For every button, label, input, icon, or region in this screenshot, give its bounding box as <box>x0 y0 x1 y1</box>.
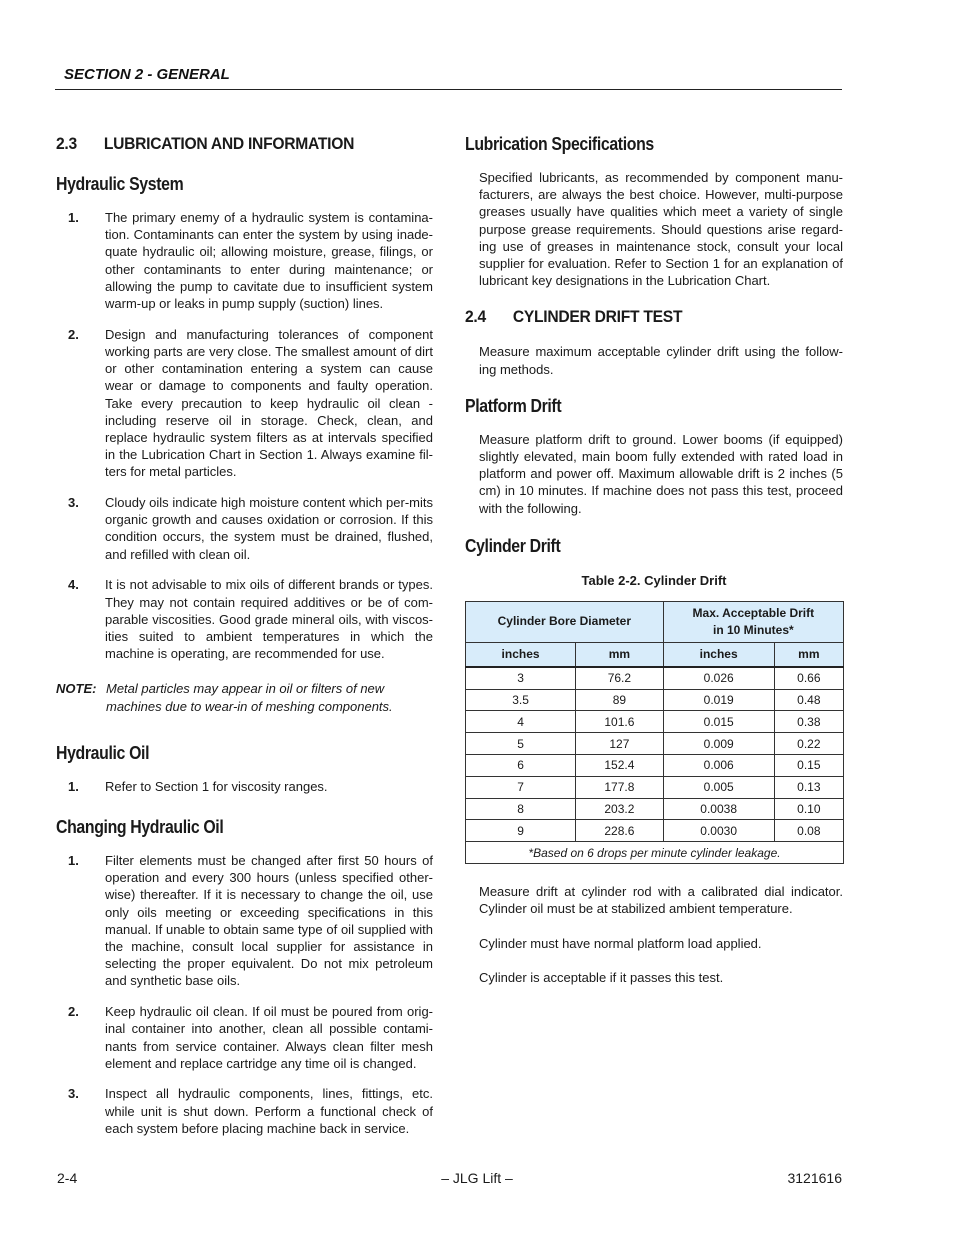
item-text: Refer to Section 1 for viscosity ranges. <box>105 778 328 794</box>
item-text: The primary enemy of a hydraulic system is contamina-tion. Contaminants can enter the system by using inade-quate hydraulic oil; allowing moisture, grease, filings, or other contaminants to enter during maintenance; or allowing the pump to cavitate due to insufficient system warm-up or leaks in pump supply (suction) lines. <box>105 210 433 312</box>
table-row <box>466 733 844 755</box>
hydraulic-oil-list <box>56 778 433 795</box>
table-row <box>466 798 844 820</box>
table-cell: 0.009 <box>663 733 774 755</box>
table-cell: 8 <box>466 798 576 820</box>
table-cell: 0.015 <box>663 711 774 733</box>
table-row <box>466 776 844 798</box>
table-cell: 6 <box>466 755 576 777</box>
changing-oil-list <box>56 852 433 1137</box>
section-2-3-heading <box>56 134 403 154</box>
item-text: It is not advisable to mix oils of different brands or types. They may not contain required additives or be of com-parable viscosities. Good grade mineral oils, with viscos-ities suited to ambient temperatures in which the machine is operating, are recommended for use. <box>105 577 433 662</box>
list-item <box>56 494 433 563</box>
table-cell: 9 <box>466 820 576 842</box>
hydraulic-system-heading: Hydraulic System <box>56 174 184 194</box>
table-cell: 0.48 <box>774 689 843 711</box>
cylinder-drift-instruction-3: Cylinder is acceptable if it passes this test. <box>479 969 724 985</box>
drift-header-line-2: in 10 Minutes* <box>712 622 794 637</box>
hydraulic-system-list <box>56 209 433 662</box>
list-item <box>56 576 433 662</box>
table-cell: 3 <box>466 667 576 689</box>
changing-oil-heading: Changing Hydraulic Oil <box>56 816 224 837</box>
table-cell: 76.2 <box>576 667 664 689</box>
column-header-drift <box>663 601 843 642</box>
item-text: Keep hydraulic oil clean. If oil must be poured from orig-inal container into another, clean all possible contami-nants from service container. Always clean filter mesh element and replace cartridge any time oil is changed. <box>105 1004 433 1071</box>
table-cell: 0.005 <box>663 776 774 798</box>
section-title: CYLINDER DRIFT TEST <box>512 307 683 327</box>
table-row <box>466 755 844 777</box>
table-cell: 7 <box>466 776 576 798</box>
table-cell: 4 <box>466 711 576 733</box>
list-item <box>56 852 433 990</box>
table-footnote: *Based on 6 drops per minute cylinder leakage. <box>466 842 844 864</box>
item-number: 4. <box>68 577 79 593</box>
sub-header-inches: inches <box>466 642 576 667</box>
table-caption: Table 2-2. Cylinder Drift <box>581 572 727 588</box>
list-item <box>56 209 433 312</box>
list-item <box>56 778 433 795</box>
item-text: Inspect all hydraulic components, lines, fittings, etc. while unit is shut down. Perform a functional check of each system before placing machine back in service. <box>105 1086 433 1136</box>
item-number: 3. <box>68 495 79 511</box>
lubrication-specifications-text: Specified lubricants, as recommended by component manu-facturers, are always the best choice. However, multi-purpose greases usually have qualities which meet a variety of single purpose grease requirements. Should questions arise regard-ing use of greases in maintenance stock, consult your local supplier for evaluation. Refer to Section 1 for an explanation of lubricant key designations in the Lubrication Chart. <box>479 170 843 289</box>
cylinder-drift-instruction-1: Measure drift at cylinder rod with a calibrated dial indicator. Cylinder oil must be at stabilized ambient temperature. <box>479 884 843 917</box>
sub-header-mm: mm <box>774 642 843 667</box>
table-cell: 0.38 <box>774 711 843 733</box>
right-column <box>465 134 843 986</box>
lubrication-specifications-heading: Lubrication Specifications <box>465 134 654 154</box>
table-row <box>466 711 844 733</box>
table-cell: 101.6 <box>576 711 664 733</box>
item-number: 1. <box>68 852 79 868</box>
item-number: 2. <box>68 326 79 342</box>
note <box>56 680 433 714</box>
table-cell: 127 <box>576 733 664 755</box>
note-label: NOTE: <box>56 681 97 697</box>
document-number: 3121616 <box>787 1170 842 1186</box>
table-cell: 0.026 <box>663 667 774 689</box>
table-cell: 3.5 <box>466 689 576 711</box>
list-item <box>56 326 433 481</box>
table-cell: 0.0030 <box>663 820 774 842</box>
sub-header-mm: mm <box>576 642 664 667</box>
table-cell: 0.22 <box>774 733 843 755</box>
table-cell: 0.0038 <box>663 798 774 820</box>
table-cell: 0.006 <box>663 755 774 777</box>
header-divider <box>55 89 842 90</box>
item-number: 1. <box>68 778 79 794</box>
table-cell: 228.6 <box>576 820 664 842</box>
table-cell: 0.10 <box>774 798 843 820</box>
table-cell: 5 <box>466 733 576 755</box>
table-cell: 177.8 <box>576 776 664 798</box>
item-text: Design and manufacturing tolerances of component working parts are very close. The smallest amount of dirt or other contamination entering a system can cause wear or damage to components and faulty operation. Take every precaution to keep hydraulic oil clean - including reserve oil in storage. Check, clean, and replace hydraulic system filters as at intervals specified in the Lubrication Chart in Section 1. Always examine fil-ters for metal particles. <box>105 326 433 480</box>
item-number: 1. <box>68 210 79 225</box>
section-title: LUBRICATION AND INFORMATION <box>103 134 355 153</box>
item-number: 2. <box>68 1004 79 1020</box>
hydraulic-oil-heading: Hydraulic Oil <box>56 742 150 763</box>
left-column <box>56 134 433 1151</box>
sub-header-inches: inches <box>663 642 774 667</box>
column-header-bore: Cylinder Bore Diameter <box>466 601 664 642</box>
section-number: 2.3 <box>56 134 77 153</box>
platform-drift-text: Measure platform drift to ground. Lower booms (if equipped) slightly elevated, main boom fully extended with rated load in platform and power off. Maximum allowable drift is 2 inches (5 cm) in 10 minutes. If machine does not pass this test, proceed with the following. <box>479 431 843 516</box>
cylinder-drift-table <box>465 601 844 864</box>
section-number: 2.4 <box>465 307 486 327</box>
cylinder-drift-instruction-2: Cylinder must have normal platform load applied. <box>479 935 762 951</box>
note-text: Metal particles may appear in oil or filters of new machines due to wear-in of meshing components. <box>106 681 393 714</box>
table-cell: 0.019 <box>663 689 774 711</box>
cylinder-drift-test-intro: Measure maximum acceptable cylinder drift using the follow-ing methods. <box>479 344 843 377</box>
footer-brand: – JLG Lift – <box>441 1170 513 1186</box>
table-cell: 0.15 <box>774 755 843 777</box>
item-number: 3. <box>68 1086 79 1102</box>
table-row <box>466 667 844 689</box>
table-cell: 152.4 <box>576 755 664 777</box>
section-header: SECTION 2 - GENERAL <box>64 66 230 83</box>
drift-header-line-1: Max. Acceptable Drift <box>692 605 815 620</box>
list-item <box>56 1003 433 1072</box>
page-number: 2-4 <box>57 1170 78 1186</box>
cylinder-drift-heading: Cylinder Drift <box>465 535 561 556</box>
table-cell: 203.2 <box>576 798 664 820</box>
table-row <box>466 820 844 842</box>
table-cell: 0.08 <box>774 820 843 842</box>
table-cell: 89 <box>576 689 664 711</box>
table-cell: 0.66 <box>774 667 843 689</box>
table-footnote-row <box>466 842 844 864</box>
table-row <box>466 689 844 711</box>
item-text: Cloudy oils indicate high moisture content which per-mits organic growth and causes oxidation or corrosion. If this condition occurs, the system must be drained, flushed, and refilled with clean oil. <box>105 495 433 562</box>
section-2-4-heading <box>465 307 813 327</box>
table-cell: 0.13 <box>774 776 843 798</box>
platform-drift-heading: Platform Drift <box>465 395 562 416</box>
item-text: Filter elements must be changed after first 50 hours of operation and every 300 hours (unless specified other-wise) thereafter. If it is necessary to change the oil, use only oils meeting or exceeding specifications in this manual. If unable to obtain same type of oil supplied with the machine, consult local supplier for assistance in selecting the proper equivalent. Do not mix petroleum and synthetic base oils. <box>105 852 433 989</box>
list-item <box>56 1085 433 1137</box>
